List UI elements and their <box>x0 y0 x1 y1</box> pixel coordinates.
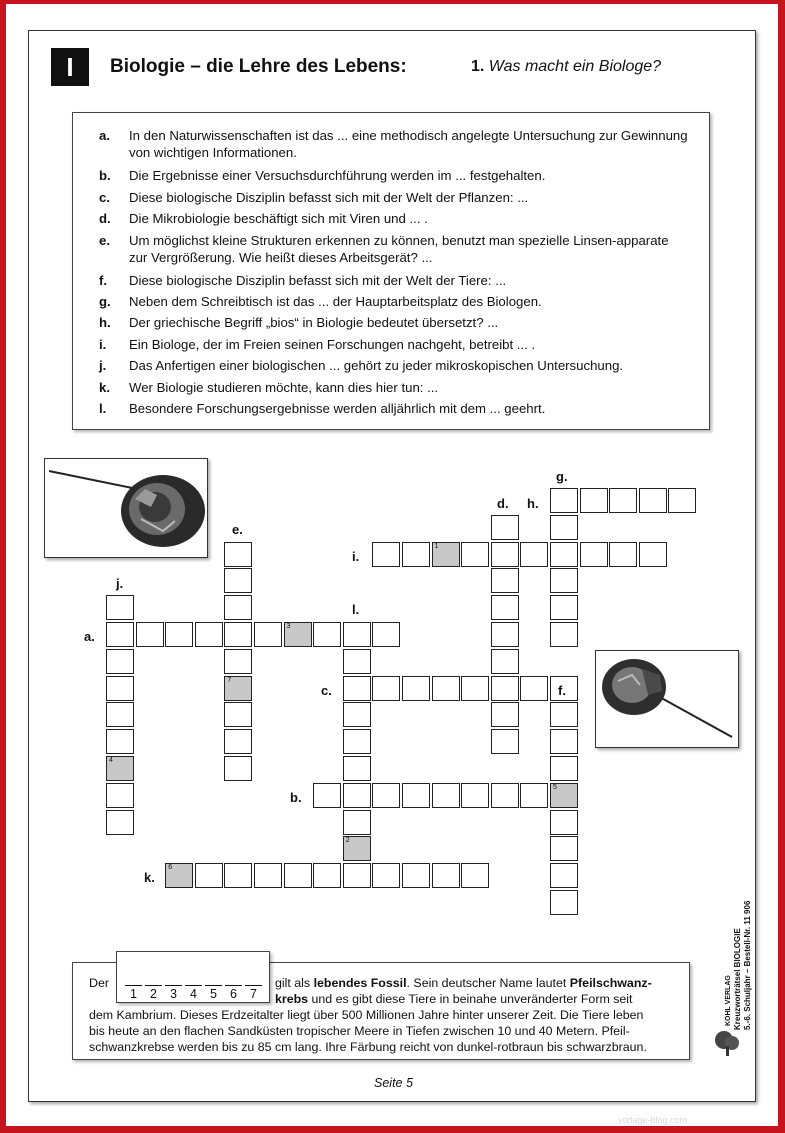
clue-text: Der griechische Begriff „bios“ in Biologie bedeutet übersetzt? ... <box>129 315 499 330</box>
solution-number: 6 <box>168 864 173 872</box>
solution-answer-box <box>116 951 270 1003</box>
page-subtitle <box>471 58 661 76</box>
grid-label-d: d. <box>497 496 509 511</box>
horseshoe-crab-photo-left <box>44 458 208 558</box>
crossword-cell[interactable] <box>313 863 341 888</box>
crossword-cell[interactable] <box>491 649 519 674</box>
clue-key: d. <box>99 211 111 226</box>
chapter-badge: I <box>51 48 89 86</box>
crossword-cell[interactable] <box>491 622 519 647</box>
crossword-cell[interactable] <box>372 542 400 567</box>
crossword-cell[interactable] <box>580 488 608 513</box>
crossword-cell[interactable] <box>224 595 252 620</box>
crossword-cell[interactable] <box>284 622 312 647</box>
solution-digit: 7 <box>245 985 262 1001</box>
solution-number: 5 <box>553 783 557 791</box>
crossword-cell[interactable] <box>106 810 134 835</box>
page-number: Seite 5 <box>374 1076 413 1090</box>
crossword-cell[interactable] <box>461 863 489 888</box>
crossword-cell[interactable] <box>106 595 134 620</box>
crossword-cell[interactable] <box>461 783 489 808</box>
crossword-cell[interactable] <box>224 649 252 674</box>
crossword-cell[interactable] <box>343 649 371 674</box>
clue-key: j. <box>99 358 107 373</box>
horseshoe-crab-icon <box>596 651 738 747</box>
grid-label-l: l. <box>352 602 360 617</box>
solution-digit: 3 <box>165 985 182 1001</box>
publisher-logo-text: KOHL VERLAG <box>725 975 732 1026</box>
clue-key: e. <box>99 233 110 248</box>
clue-text: Neben dem Schreibtisch ist das ... der Hauptarbeitsplatz des Biologen. <box>129 294 542 309</box>
clue-text: Die Mikrobiologie beschäftigt sich mit Viren und ... . <box>129 211 428 226</box>
grid-label-g: g. <box>556 469 568 484</box>
clue-key: g. <box>99 294 111 309</box>
solution-digit: 4 <box>185 985 202 1001</box>
crossword-cell[interactable] <box>491 568 519 593</box>
crossword-cell[interactable] <box>224 676 252 701</box>
clue-key: a. <box>99 128 110 143</box>
crossword-cell[interactable] <box>550 783 578 808</box>
crossword-cell[interactable] <box>254 863 282 888</box>
crossword-cell[interactable] <box>461 542 489 567</box>
crossword-cell[interactable] <box>106 756 134 781</box>
solution-digit: 5 <box>205 985 222 1001</box>
crossword-cell[interactable] <box>491 515 519 540</box>
crossword-cell[interactable] <box>343 729 371 754</box>
crossword-cell[interactable] <box>106 729 134 754</box>
crossword-cell[interactable] <box>254 622 282 647</box>
crossword-cell[interactable] <box>580 542 608 567</box>
horseshoe-crab-photo-right <box>595 650 739 748</box>
clue-key: l. <box>99 401 107 416</box>
crossword-cell[interactable] <box>491 783 519 808</box>
crossword-cell[interactable] <box>668 488 696 513</box>
horseshoe-crab-icon <box>45 459 207 557</box>
crossword-cell[interactable] <box>106 783 134 808</box>
clue-text: Besondere Forschungsergebnisse werden alljährlich mit dem ... geehrt. <box>129 401 546 416</box>
clue-text: Diese biologische Disziplin befasst sich mit der Welt der Pflanzen: ... <box>129 190 529 205</box>
crossword-cell[interactable] <box>343 756 371 781</box>
crossword-cell[interactable] <box>224 702 252 727</box>
crossword-cell[interactable] <box>372 783 400 808</box>
crossword-cell[interactable] <box>491 676 519 701</box>
crossword-cell[interactable] <box>550 756 578 781</box>
crossword-cell[interactable] <box>402 863 430 888</box>
crossword-cell[interactable] <box>550 810 578 835</box>
crossword-cell[interactable] <box>550 515 578 540</box>
crossword-cell[interactable] <box>550 863 578 888</box>
clue-text: Wer Biologie studieren möchte, kann dies hier tun: ... <box>129 380 439 395</box>
crossword-cell[interactable] <box>224 729 252 754</box>
solution-line-4: bis heute an den flachen Sandküsten tropischer Meere in Tiefen zwischen 10 und 40 Metern. Pfeil- <box>89 1024 630 1038</box>
crossword-cell[interactable] <box>609 488 637 513</box>
crossword-cell[interactable] <box>224 542 252 567</box>
crossword-cell[interactable] <box>520 542 548 567</box>
crossword-cell[interactable] <box>550 595 578 620</box>
crossword-cell[interactable] <box>432 863 460 888</box>
crossword-cell[interactable] <box>491 729 519 754</box>
crossword-cell[interactable] <box>402 542 430 567</box>
crossword-cell[interactable] <box>224 756 252 781</box>
crossword-cell[interactable] <box>195 622 223 647</box>
grid-label-b: b. <box>290 790 302 805</box>
crossword-cell[interactable] <box>372 622 400 647</box>
crossword-cell[interactable] <box>550 542 578 567</box>
crossword-cell[interactable] <box>432 783 460 808</box>
clue-key: h. <box>99 315 111 330</box>
crossword-cell[interactable] <box>343 702 371 727</box>
clue-text: Diese biologische Disziplin befasst sich mit der Welt der Tiere: ... <box>129 273 507 288</box>
crossword-cell[interactable] <box>165 863 193 888</box>
crossword-cell[interactable] <box>402 783 430 808</box>
crossword-cell[interactable] <box>491 595 519 620</box>
solution-digit: 6 <box>225 985 242 1001</box>
crossword-cell[interactable] <box>639 542 667 567</box>
tree-logo-icon <box>710 1030 744 1058</box>
crossword-cell[interactable] <box>432 676 460 701</box>
grid-label-j: j. <box>116 576 124 591</box>
grid-label-a: a. <box>84 629 95 644</box>
solution-line-5: schwanzkrebse werden bis zu 85 cm lang. Ihre Färbung reicht von dunkel-rotbraun bis schwarzbraun. <box>89 1040 647 1054</box>
clue-text: Die Ergebnisse einer Versuchsdurchführung werden im ... festgehalten. <box>129 168 546 183</box>
solution-digit: 2 <box>145 985 162 1001</box>
grid-label-k: k. <box>144 870 155 885</box>
crossword-cell[interactable] <box>550 702 578 727</box>
crossword-cell[interactable] <box>372 863 400 888</box>
watermark: vorlage-blog.com <box>618 1115 688 1125</box>
solution-number: 7 <box>227 676 232 684</box>
crossword-cell[interactable] <box>520 783 548 808</box>
clue-key: k. <box>99 380 110 395</box>
crossword-cell[interactable] <box>550 622 578 647</box>
crossword-cell[interactable] <box>106 702 134 727</box>
sidebar-line-2: 5.-6. Schuljahr – Bestell-Nr. 11 906 <box>743 900 752 1030</box>
crossword-cell[interactable] <box>491 542 519 567</box>
clue-text: Das Anfertigen einer biologischen ... gehört zu jeder mikroskopischen Untersuchung. <box>129 358 624 373</box>
grid-label-e: e. <box>232 522 243 537</box>
crossword-cell[interactable] <box>343 863 371 888</box>
subtitle-number: 1. <box>471 58 485 75</box>
crossword-cell[interactable] <box>136 622 164 647</box>
solution-number: 4 <box>109 757 113 764</box>
solution-line-2: krebs und es gibt diese Tiere in beinahe unveränderter Form seit <box>275 992 633 1006</box>
crossword-cell[interactable] <box>372 676 400 701</box>
solution-number: 3 <box>286 623 291 630</box>
crossword-cell[interactable] <box>550 836 578 861</box>
crossword-cell[interactable] <box>165 622 193 647</box>
subtitle-text: Was macht ein Biologe? <box>488 58 662 75</box>
crossword-cell[interactable] <box>550 488 578 513</box>
solution-number: 2 <box>345 837 350 845</box>
crossword-cell[interactable] <box>491 702 519 727</box>
page-title: Biologie – die Lehre des Lebens: <box>110 56 407 77</box>
crossword-cell[interactable] <box>432 542 460 567</box>
crossword-cell[interactable] <box>106 622 134 647</box>
crossword-cell[interactable] <box>313 622 341 647</box>
crossword-cell[interactable] <box>343 622 371 647</box>
crossword-cell[interactable] <box>313 783 341 808</box>
publisher-sidebar <box>733 901 753 1030</box>
clue-key: f. <box>99 273 108 288</box>
crossword-cell[interactable] <box>224 863 252 888</box>
crossword-cell[interactable] <box>284 863 312 888</box>
crossword-cell[interactable] <box>639 488 667 513</box>
clue-key: i. <box>99 337 107 352</box>
grid-label-f: f. <box>558 683 566 698</box>
clue-text: Um möglichst kleine Strukturen erkennen zu können, benutzt man spezielle Linsen-apparate zur Vergrößerung. Wie heißt dieses Arbeitsgerät? ... <box>129 233 669 265</box>
crossword-cell[interactable] <box>224 568 252 593</box>
crossword-cell[interactable] <box>520 676 548 701</box>
crossword-cell[interactable] <box>550 729 578 754</box>
sidebar-line-1: Kreuzworträtsel BIOLOGIE <box>733 928 742 1030</box>
solution-der: Der <box>89 976 109 990</box>
grid-label-c: c. <box>321 683 332 698</box>
crossword-cell[interactable] <box>195 863 223 888</box>
solution-line-1: gilt als lebendes Fossil. Sein deutscher Name lautet Pfeilschwanz- <box>275 976 652 990</box>
crossword-cell[interactable] <box>343 810 371 835</box>
clue-key: c. <box>99 190 110 205</box>
solution-digit: 1 <box>125 985 142 1001</box>
crossword-cell[interactable] <box>609 542 637 567</box>
crossword-cell[interactable] <box>343 836 371 861</box>
crossword-cell[interactable] <box>343 783 371 808</box>
solution-number: 1 <box>434 542 439 550</box>
crossword-cell[interactable] <box>550 568 578 593</box>
grid-label-i: i. <box>352 549 360 564</box>
clue-text: Ein Biologe, der im Freien seinen Forschungen nachgeht, betreibt ... . <box>129 337 536 352</box>
clue-box <box>72 112 710 430</box>
grid-label-h: h. <box>527 496 539 511</box>
crossword-cell[interactable] <box>106 649 134 674</box>
crossword-cell[interactable] <box>343 676 371 701</box>
crossword-cell[interactable] <box>550 890 578 915</box>
crossword-cell[interactable] <box>224 622 252 647</box>
crossword-cell[interactable] <box>106 676 134 701</box>
solution-line-3: dem Kambrium. Dieses Erdzeitalter liegt über 500 Millionen Jahre hinter unserer Zeit. Die Tiere leben <box>89 1008 644 1022</box>
clue-text: In den Naturwissenschaften ist das ... eine methodisch angelegte Untersuchung zur Gewinnung von wichtigen Informationen. <box>129 128 688 160</box>
crossword-cell[interactable] <box>402 676 430 701</box>
clue-key: b. <box>99 168 111 183</box>
crossword-cell[interactable] <box>461 676 489 701</box>
